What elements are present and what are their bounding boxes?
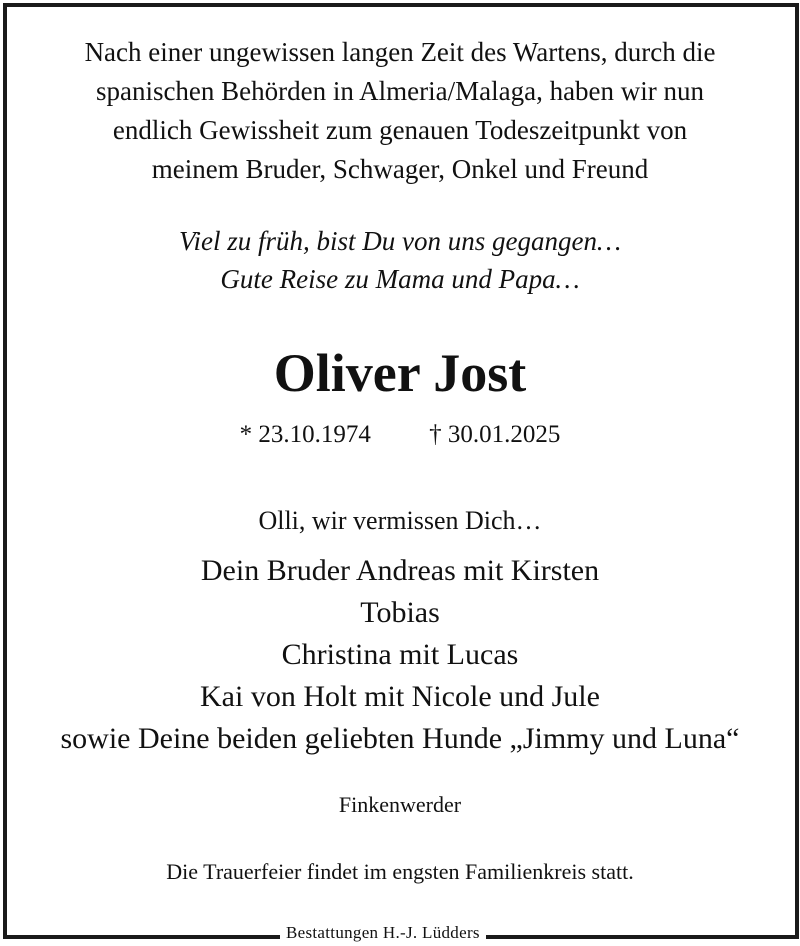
intro-text bbox=[7, 33, 793, 189]
undertaker-credit: Bestattungen H.-J. Lüdders bbox=[280, 922, 486, 944]
mourner-line: Christina mit Lucas bbox=[281, 638, 519, 671]
birth-date: * 23.10.1974 bbox=[239, 421, 371, 448]
mourners-list bbox=[7, 550, 793, 760]
place-name: Finkenwerder bbox=[338, 792, 462, 817]
intro-line: Nach einer ungewissen langen Zeit des Wartens, durch die bbox=[84, 37, 716, 67]
intro-line: endlich Gewissheit zum genauen Todeszeitpunkt von bbox=[112, 115, 688, 145]
intro-line: spanischen Behörden in Almeria/Malaga, haben wir nun bbox=[95, 76, 705, 106]
life-dates bbox=[7, 419, 793, 451]
memorial-verse bbox=[7, 222, 793, 298]
intro-line: meinem Bruder, Schwager, Onkel und Freund bbox=[151, 154, 649, 184]
verse-line: Viel zu früh, bist Du von uns gegangen… bbox=[179, 226, 621, 256]
mourner-line: Kai von Holt mit Nicole und Jule bbox=[200, 680, 600, 713]
mourner-line: sowie Deine beiden geliebten Hunde „Jimmy und Luna“ bbox=[60, 722, 740, 755]
farewell-line: Olli, wir vermissen Dich… bbox=[258, 506, 542, 535]
mourner-line: Dein Bruder Andreas mit Kirsten bbox=[200, 554, 600, 587]
verse-line: Gute Reise zu Mama und Papa… bbox=[220, 264, 580, 294]
deceased-name: Oliver Jost bbox=[273, 343, 527, 403]
mourner-line: Tobias bbox=[360, 596, 440, 629]
ceremony-notice: Die Trauerfeier findet im engsten Familienkreis statt. bbox=[166, 859, 634, 884]
death-date: † 30.01.2025 bbox=[429, 421, 561, 448]
